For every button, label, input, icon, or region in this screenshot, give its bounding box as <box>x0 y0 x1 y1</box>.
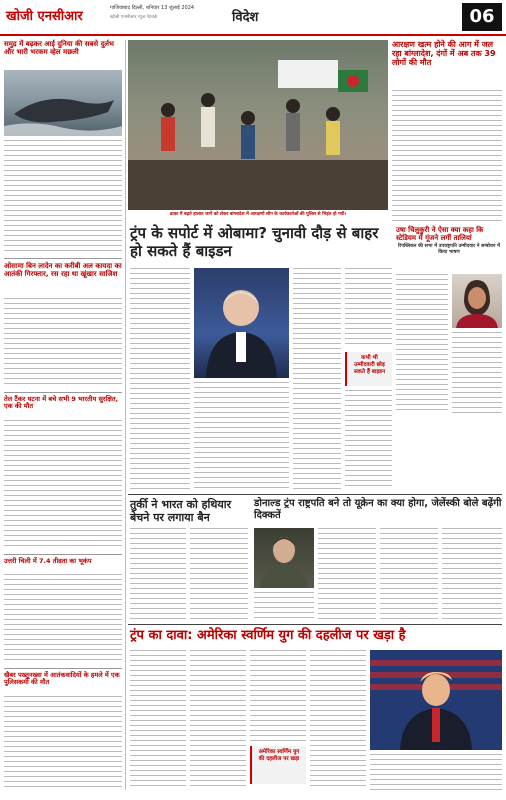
publication-subline: खोजी एनसीआर न्यूज नेटवर्क <box>110 15 158 20</box>
biden-photo <box>194 268 289 378</box>
masthead <box>0 0 506 36</box>
usha-story <box>396 226 502 416</box>
lead-story-col2 <box>194 382 289 490</box>
osama-story-headline: ओसामा बिन लादेन का करीबी अल कायदा का आतंकी गिरफ्तार, रस रहा था खूंखार साजिश <box>4 262 122 279</box>
lead-headline: ट्रंप के सपोर्ट में ओबामा? चुनावी दौड़ से बाहर हो सकते हैं बाइडन <box>130 224 379 260</box>
ukraine-story-col1 <box>318 528 376 620</box>
biden-image-icon <box>194 268 289 378</box>
bangladesh-protest-photo <box>128 40 388 210</box>
kpk-attack-body <box>4 696 122 788</box>
ukraine-headline: डोनाल्ड ट्रंप राष्ट्रपति बने तो यूक्रेन का क्या होगा, जेलेंस्की बोले बढ़ेंगी दिक्कतें <box>254 498 502 521</box>
trump-story-col3 <box>250 650 306 742</box>
trump-story-col1 <box>130 650 186 790</box>
left-column <box>4 40 122 788</box>
lead-story-col4 <box>345 268 392 348</box>
trump-pullquote-text: अमेरिका स्वर्णिम युग की दहलीज पर खड़ा <box>258 749 300 762</box>
ukraine-story-col3 <box>442 528 502 620</box>
bangladesh-story <box>392 40 502 225</box>
bangladesh-story-body <box>392 90 502 225</box>
usha-story-body2 <box>452 332 502 414</box>
section-title: विदेश <box>232 10 259 25</box>
ukraine-story-col2 <box>380 528 438 620</box>
turkey-story-col2 <box>190 528 248 620</box>
section-divider <box>128 494 502 495</box>
newspaper-logo: खोजी एनसीआर <box>6 9 83 24</box>
usha-photo <box>452 274 502 328</box>
zelensky-photo <box>254 528 314 588</box>
chile-quake-body <box>4 574 122 664</box>
usha-headline: उषा चिलुकुरी ने ऐसा क्या कहा कि स्टेडियम में गूंजने लगीं तालियां <box>396 226 484 243</box>
kpk-attack-headline: खैबर पख्तूनख्वा में आतंकवादियों के हमले में एक पुलिसकर्मी की मौत <box>4 671 120 687</box>
trump-pullquote <box>250 746 306 784</box>
usha-story-body <box>396 274 448 414</box>
bangladesh-headline: आरक्षण खत्म होने की आग में जल रहा बांग्लादेश, दंगों में अब तक 39 लोगों की मौत <box>392 40 496 68</box>
trump-story-col4 <box>310 650 366 790</box>
section-divider <box>128 624 502 625</box>
trump-golden-age-headline: ट्रंप का दावा: अमेरिका स्वर्णिम युग की दहलीज पर खड़ा है <box>130 628 406 643</box>
whale-image-icon <box>4 70 122 136</box>
whale-story-body <box>4 140 122 255</box>
ukraine-story-col0 <box>254 592 314 620</box>
dateline: गाजियाबाद दिल्ली, शनिवार 13 जुलाई 2024 <box>110 5 195 11</box>
tanker-story-headline: तेल टैंकर घटना में बचे सभी 9 भारतीय सुरक्षित, एक की मौत <box>4 395 119 411</box>
divider <box>4 392 122 393</box>
whale-photo <box>4 70 122 136</box>
column-rule <box>125 40 126 790</box>
usha-image-icon <box>452 274 502 328</box>
lead-story-col3 <box>293 268 341 490</box>
tanker-story-body <box>4 420 122 550</box>
lead-story-col1 <box>130 268 190 490</box>
trump-story-col2 <box>190 650 246 790</box>
divider <box>4 668 122 669</box>
usha-subhead: रिपब्लिकन की सभा में उपराष्ट्रपति उम्मीदवार ने सम्बोधन में किया भाषण <box>397 244 501 256</box>
divider <box>4 258 122 259</box>
chile-quake-headline: उत्तरी चिली में 7.4 तीव्रता का भूकंप <box>4 557 92 565</box>
lead-story-col4b <box>345 390 392 490</box>
whale-story-headline: समुद्र में बढ़कर आई दुनिया की सबसे दुर्लभ और भारी भरकम व्हेल मछली <box>4 40 114 57</box>
protest-crowd-image-icon <box>128 40 388 210</box>
divider <box>4 554 122 555</box>
zelensky-image-icon <box>254 528 314 588</box>
osama-story-body <box>4 298 122 388</box>
trump-photo-caption <box>370 754 502 790</box>
trump-image-icon <box>370 650 502 750</box>
turkey-story-col1 <box>130 528 186 620</box>
turkey-headline: तुर्की ने भारत को हथियार बेचने पर लगाया बैन <box>130 498 232 524</box>
lead-pullquote-text: कभी भी उम्मीदवारी छोड़ सकते हैं बाइडन <box>353 355 386 375</box>
page-number: 06 <box>462 3 502 31</box>
lead-pullquote <box>345 352 392 386</box>
protest-photo-caption: ढाका में बढ़ते हालात जानें को लेकर बांग्लादेश में आरक्षणों लीग के कार्यकर्ताओं की पुलिस से भिड़ंत हो गयी। <box>169 212 347 217</box>
trump-photo <box>370 650 502 750</box>
